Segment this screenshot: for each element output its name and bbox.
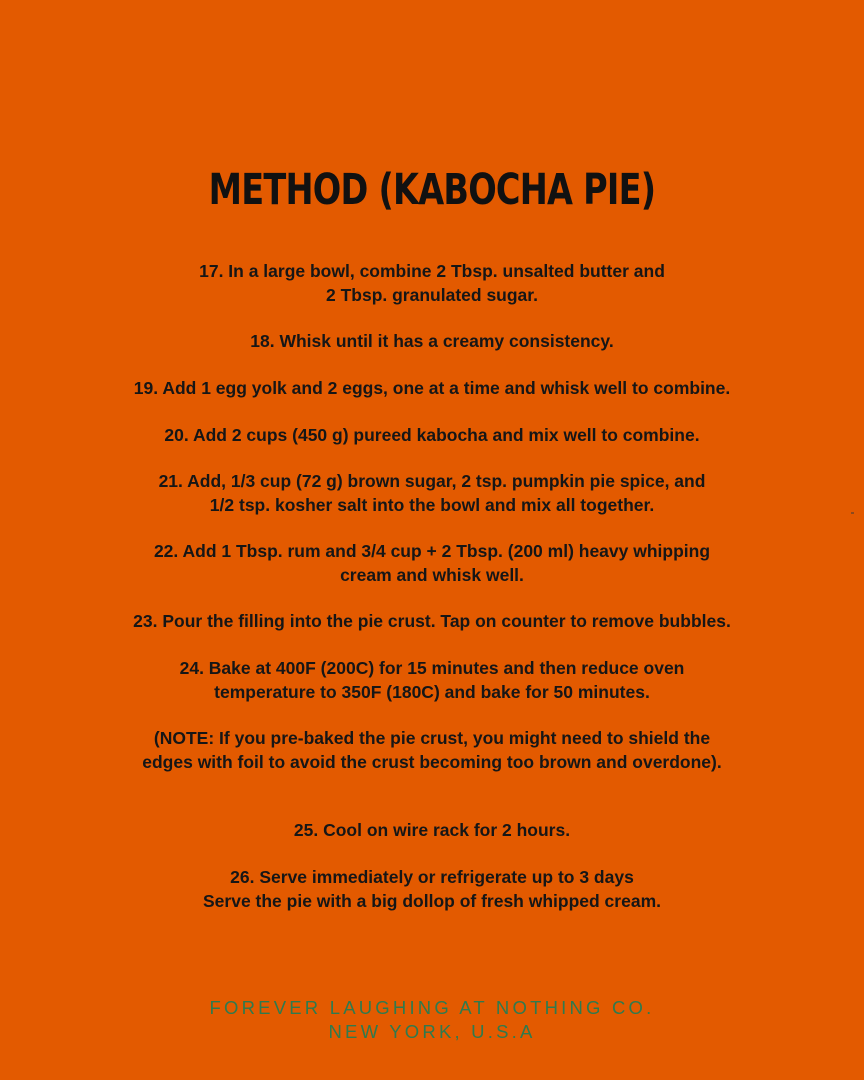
- step-line: edges with foil to avoid the crust becoming too brown and overdone).: [142, 751, 722, 772]
- step-line: 22. Add 1 Tbsp. rum and 3/4 cup + 2 Tbsp. (200 ml) heavy whipping: [153, 541, 711, 561]
- step-line: cream and whisk well.: [340, 564, 524, 585]
- step-line: 19. Add 1 egg yolk and 2 eggs, one at a time and whisk well to combine.: [133, 378, 731, 398]
- page-title: METHOD (KABOCHA PIE): [208, 165, 656, 215]
- step-24: [40, 657, 824, 704]
- step-19: [40, 377, 824, 401]
- step-18: [40, 330, 824, 354]
- step-20: [40, 424, 824, 448]
- step-line: 18. Whisk until it has a creamy consistency.: [250, 331, 614, 351]
- step-line: 20. Add 2 cups (450 g) pureed kabocha and mix well to combine.: [164, 425, 700, 445]
- footer-company: FOREVER LAUGHING AT NOTHING CO.: [209, 997, 655, 1018]
- step-line: 21. Add, 1/3 cup (72 g) brown sugar, 2 tsp. pumpkin pie spice, and: [158, 471, 706, 491]
- step-line: Serve the pie with a big dollop of fresh whipped cream.: [203, 890, 661, 911]
- stray-mark: [851, 512, 854, 514]
- step-26: [40, 866, 824, 913]
- baking-note: [40, 727, 824, 774]
- step-line: 2 Tbsp. granulated sugar.: [326, 284, 538, 305]
- step-line: 25. Cool on wire rack for 2 hours.: [293, 820, 571, 840]
- step-line: 17. In a large bowl, combine 2 Tbsp. unsalted butter and: [199, 261, 665, 281]
- step-line: (NOTE: If you pre-baked the pie crust, you might need to shield the: [153, 728, 711, 748]
- step-22: [40, 540, 824, 587]
- step-25: [40, 819, 824, 843]
- step-17: [40, 260, 824, 307]
- step-line: 23. Pour the filling into the pie crust. Tap on counter to remove bubbles.: [133, 611, 731, 631]
- step-21: [40, 470, 824, 517]
- step-line: 1/2 tsp. kosher salt into the bowl and mix all together.: [209, 494, 655, 515]
- step-23: [40, 610, 824, 634]
- step-line: temperature to 350F (180C) and bake for 50 minutes.: [214, 681, 650, 702]
- footer-location: NEW YORK, U.S.A: [328, 1021, 536, 1042]
- step-line: 24. Bake at 400F (200C) for 15 minutes and then reduce oven: [179, 658, 685, 678]
- step-line: 26. Serve immediately or refrigerate up to 3 days: [230, 867, 634, 887]
